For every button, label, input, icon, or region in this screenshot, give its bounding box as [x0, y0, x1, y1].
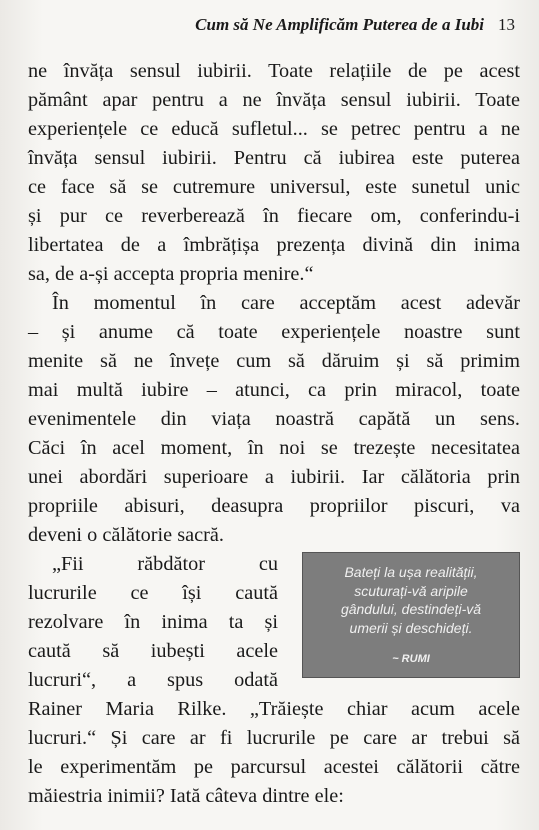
text-line: ce face să se cutremure universul, este sunetul unic — [28, 176, 520, 198]
quote-line: gândului, destindeți-vă — [340, 601, 482, 617]
paragraph-3-left — [28, 550, 278, 695]
text-line: deveni o călătorie sacră. — [28, 524, 224, 546]
text-line: menite să ne învețe cum să dăruim și să primim — [28, 350, 520, 372]
text-line: libertatea de a îmbrățișa prezența divină din inima — [28, 234, 520, 256]
text-line: măiestria inimii? Iată câteva dintre ele: — [28, 785, 344, 807]
paragraph-3-with-quote — [28, 550, 520, 695]
quote-line: umerii și deschideți. — [349, 619, 473, 636]
text-line: evenimentele din viața noastră capătă un sens. — [28, 408, 520, 430]
quote-author: ~ RUMI — [392, 653, 430, 665]
text-line: mai multă iubire – atunci, ca prin miracol, toate — [28, 379, 520, 401]
text-line: lucruri“, a spus odată — [28, 669, 278, 691]
text-line: Căci în acel moment, în noi se trezește necesitatea — [28, 437, 520, 459]
paragraph-1 — [28, 57, 520, 289]
text-line: propriile abisuri, deasupra propriilor piscuri, va — [28, 495, 520, 517]
page-number: 13 — [498, 15, 515, 34]
text-line: – și anume că toate experiențele noastre sunt — [28, 321, 520, 343]
text-line: În momentul în care acceptăm acest adevăr — [52, 292, 520, 314]
text-line: sa, de a-și accepta propria menire.“ — [28, 263, 314, 285]
text-line: învăța sensul iubirii. Pentru că iubirea este puterea — [28, 147, 520, 169]
text-line: le experimentăm pe parcursul acestei călătorii către — [28, 756, 520, 778]
running-header — [20, 14, 515, 36]
rumi-quote-box — [302, 552, 520, 678]
text-line: ne învăța sensul iubirii. Toate relațiile de pe acest — [28, 60, 520, 82]
body-text — [28, 57, 520, 811]
text-line: pământ apar pentru a ne învăța sensul iubirii. Toate — [28, 89, 520, 111]
text-line: unei abordări superioare a iubirii. Iar călătoria prin — [28, 466, 520, 488]
text-line: și pur ce reverberează în fiecare om, conferindu-i — [28, 205, 520, 227]
text-line: „Fii răbdător cu — [52, 553, 278, 575]
text-line: experiențele ce educă sufletul... se petrec pentru a ne — [28, 118, 520, 140]
text-line: lucrurile ce își caută — [28, 582, 278, 604]
paragraph-3-rest — [28, 695, 520, 811]
quote-line: Bateți la ușa realității, — [344, 564, 478, 580]
quote-line: scuturați-vă aripile — [354, 582, 468, 599]
paragraph-2 — [28, 289, 520, 550]
text-line: Rainer Maria Rilke. „Trăiește chiar acum acele — [28, 698, 520, 720]
text-line: caută să iubești acele — [28, 640, 278, 662]
text-line: rezolvare în inima ta și — [28, 611, 278, 633]
text-line: lucruri.“ Și care ar fi lucrurile pe care ar trebui să — [28, 727, 520, 749]
chapter-title: Cum să Ne Amplificăm Puterea de a Iubi — [195, 15, 484, 34]
